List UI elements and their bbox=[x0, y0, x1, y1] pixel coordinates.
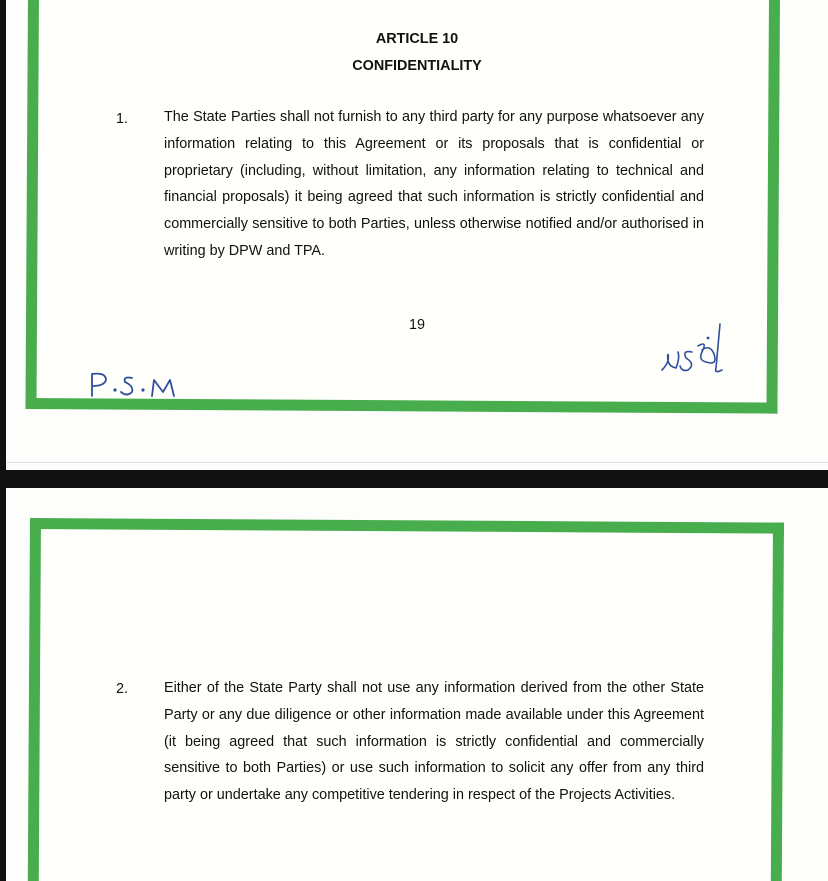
handwritten-signature-right bbox=[658, 318, 748, 383]
handwritten-initials-left bbox=[88, 366, 188, 405]
clause-text: The State Parties shall not furnish to any third party for any purpose whatsoever any information relating to this Agreement or its proposals that is confidential or proprietary (including, without limitation, any information relating to technical and financial proposals) it being agreed that such information is strictly confidential and commercially sensitive to both Parties, unless otherwise notified and/or authorised in writing by DPW and TPA. bbox=[164, 109, 704, 259]
document-page-2 bbox=[6, 488, 828, 881]
article-title: ARTICLE 10 bbox=[375, 31, 459, 47]
clause-text: Either of the State Party shall not use any information derived from the other State Party or any due diligence or other information made available under this Agreement (it being agreed that such information is strictly confidential and commercially sensitive to both Parties) or use such information to solicit any offer from any third party or undertake any competitive tendering in respect of the Projects Activities. bbox=[164, 680, 704, 804]
document-page-1 bbox=[6, 0, 828, 470]
clause-number: 1. bbox=[116, 111, 129, 127]
page-edge bbox=[6, 462, 828, 463]
page-number: 19 bbox=[408, 317, 425, 333]
clause-number: 2. bbox=[116, 681, 129, 697]
article-subtitle: CONFIDENTIALITY bbox=[352, 58, 482, 74]
